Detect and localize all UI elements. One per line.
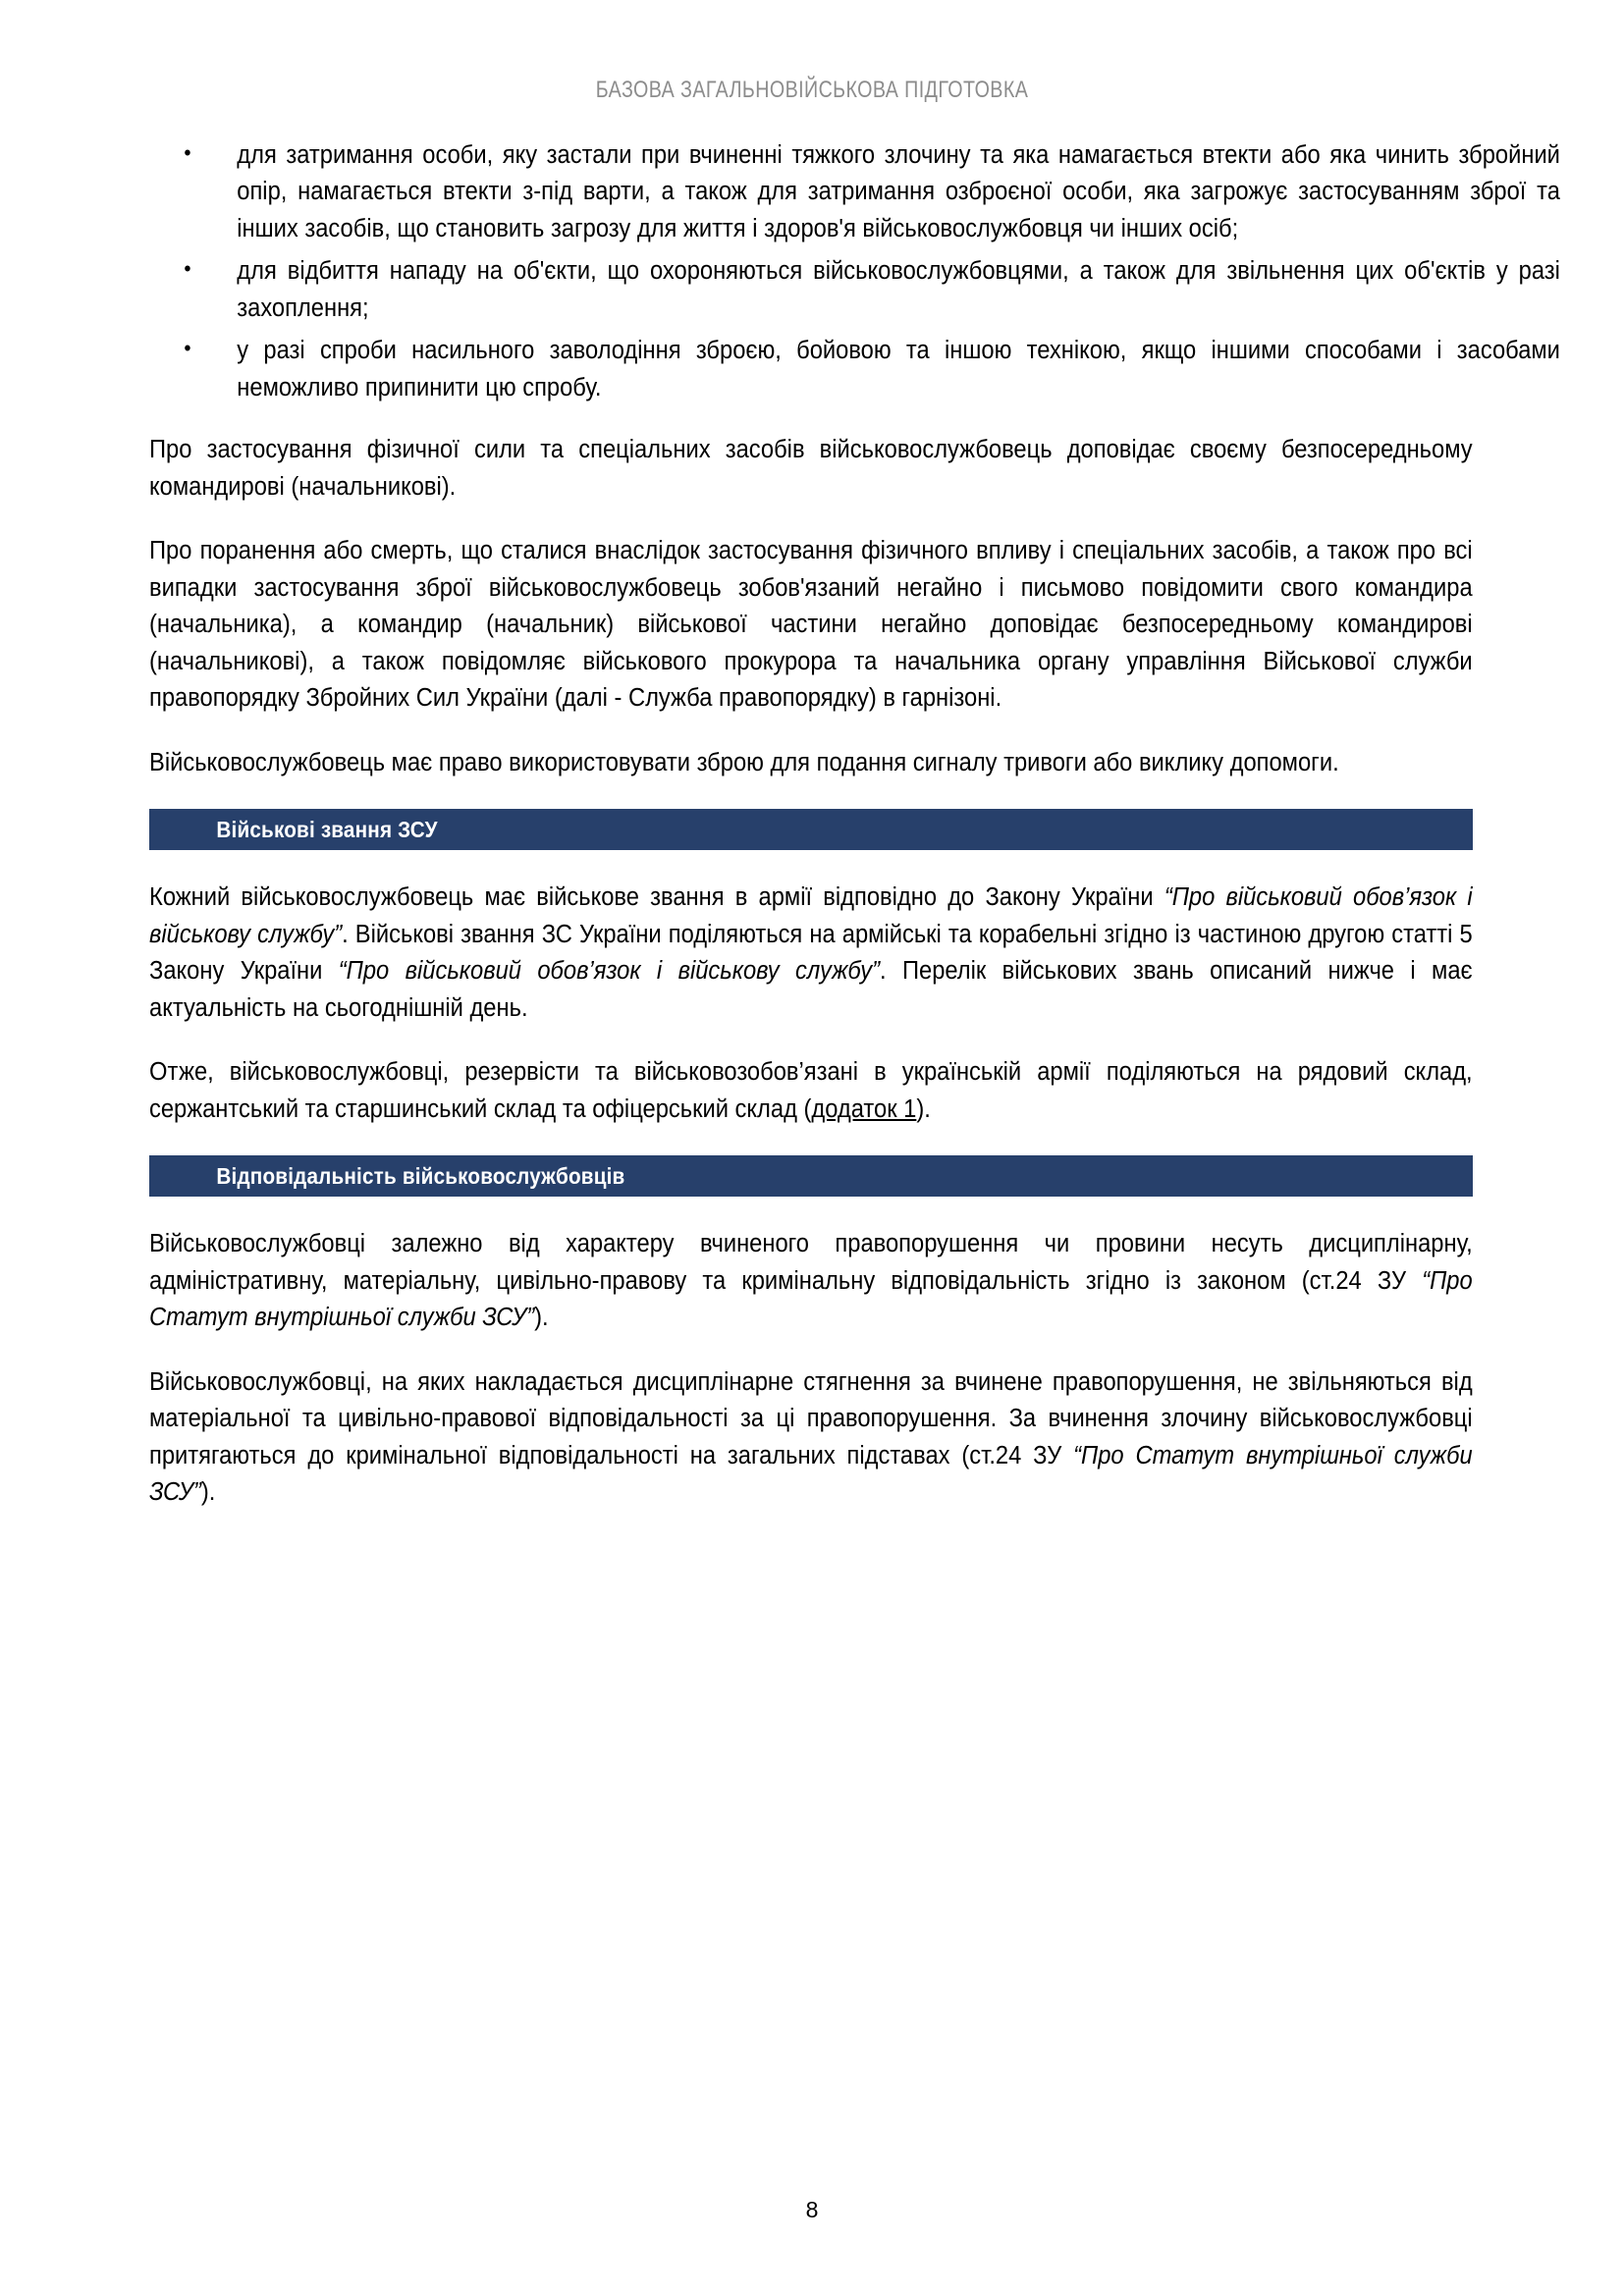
law-title-italic: “Про військовий обов’язок і військову службу” [338, 957, 880, 986]
list-item: • для затримання особи, яку застали при вчиненні тяжкого злочину та яка намагається втекти або яка чинить збройний опір, намагається втекти з-під варти, а також для затримання озброєної особи, яка загрожує застосуванням зброї та інших засобів, що становить загрозу для життя і здоров'я військовослужбовця чи інших осіб; [149, 137, 1560, 247]
statute-title-italic: “Про Статут внутрішньої служби ЗСУ” [149, 1266, 1473, 1332]
section-heading-label: Військові звання ЗСУ [216, 816, 438, 842]
text-fragment: Військовослужбовці залежно від характеру вчиненого правопорушення чи провини несуть дисциплінарну, адміністративну, матеріальну, цивільно-правову та кримінальну відповідальність згідно із законом (ст.24 ЗУ [149, 1230, 1473, 1295]
paragraph-ranks-intro [149, 880, 1473, 1027]
paragraph-ranks-composition [149, 1054, 1473, 1128]
law-title-italic: “Про військовий обов’язок і військову службу” [149, 883, 1473, 948]
list-item: • для відбиття нападу на об'єкти, що охороняються військовослужбовцями, а також для звільнення цих об'єктів у разі захоплення; [149, 253, 1560, 327]
paragraph-responsibility-types [149, 1226, 1473, 1336]
weapon-use-bullet-list [149, 137, 1560, 406]
paragraph-alarm-signal: Військовослужбовець має право використовувати зброю для подання сигналу тривоги або виклику допомоги. [149, 748, 1339, 776]
section-heading-label: Відповідальність військовослужбовців [216, 1162, 625, 1189]
section-heading-responsibility [149, 1155, 1473, 1197]
text-fragment: ). [200, 1478, 216, 1507]
statute-title-italic: “Про Статут внутрішньої служби ЗСУ” [149, 1441, 1473, 1507]
appendix-link[interactable]: додаток 1 [811, 1095, 917, 1123]
text-fragment: ). [916, 1095, 931, 1123]
text-fragment: ). [534, 1304, 549, 1332]
text-fragment: Кожний військовослужбовець має військове звання в армії відповідно до Закону України [149, 883, 1164, 912]
paragraph-report-use-of-force: Про застосування фізичної сили та спеціальних засобів військовослужбовець доповідає своєму безпосередньому командирові (начальникові). [149, 436, 1473, 501]
text-fragment: . Військові звання ЗС України поділяються на армійські та корабельні згідно із частиною другою статті 5 Закону України [149, 920, 1473, 986]
text-fragment: Військовослужбовці, на яких накладається дисциплінарне стягнення за вчинене правопорушення, не звільняються від матеріальної та цивільно-правової відповідальності за ці правопорушення. За вчинення злочину військовослужбовці притягаються до кримінальної відповідальності на загальних підставах (ст.24 ЗУ [149, 1367, 1473, 1469]
section-heading-ranks [149, 809, 1473, 850]
paragraph-responsibility-disciplinary [149, 1364, 1473, 1512]
running-header: БАЗОВА ЗАГАЛЬНОВІЙСЬКОВА ПІДГОТОВКА [595, 77, 1029, 103]
page-number: 8 [805, 2197, 819, 2222]
text-fragment: Отже, військовослужбовці, резервісти та військовозобов’язані в українській армії поділяються на рядовий склад, сержантський та старшинський склад та офіцерський склад ( [149, 1058, 1473, 1123]
paragraph-injury-or-death: Про поранення або смерть, що сталися внаслідок застосування фізичного впливу і спеціальних засобів, а також про всі випадки застосування зброї військовослужбовець зобов'язаний негайно і письмово повідомити свого командира (начальника), а командир (начальник) військової частини негайно доповідає безпосередньому командирові (начальникові), а також повідомляє військового прокурора та начальника органу управління Військової служби правопорядку Збройних Сил України (далі - Служба правопорядку) в гарнізоні. [149, 537, 1473, 713]
list-item: • у разі спроби насильного заволодіння зброєю, бойовою та іншою технікою, якщо іншими способами і засобами неможливо припинити цю спробу. [149, 333, 1560, 406]
text-fragment: . Перелік військових звань описаний нижче і має актуальність на сьогоднішній день. [149, 957, 1473, 1022]
page-content [149, 137, 1560, 1539]
